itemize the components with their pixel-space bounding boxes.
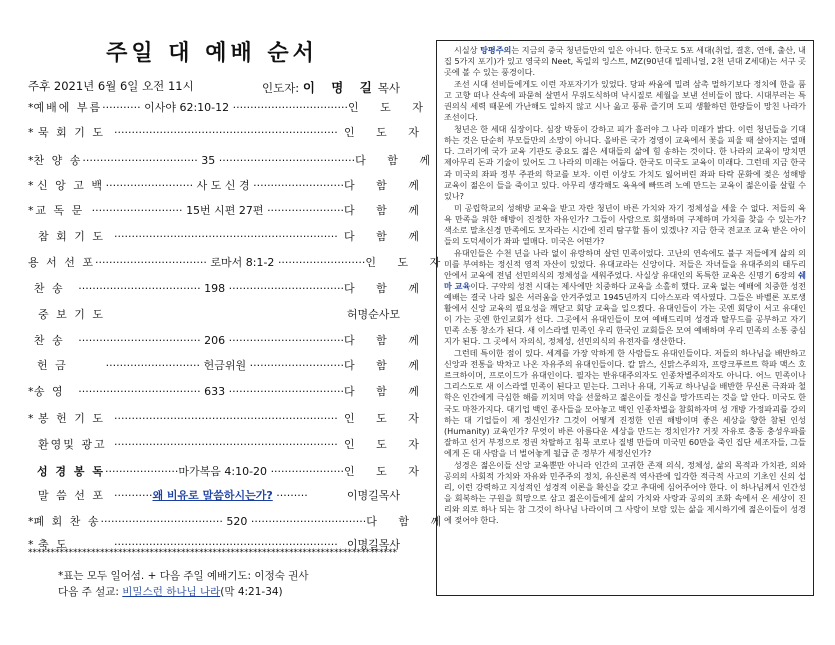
item-detail: 15번 시편 27편	[186, 204, 264, 217]
item-detail: 520	[226, 514, 248, 528]
standing-mark: *	[28, 384, 34, 398]
item-detail-line: ································································	[114, 229, 338, 243]
order-item	[28, 225, 428, 247]
item-responder: 인 도 자	[344, 465, 428, 478]
standing-mark: *	[28, 411, 34, 425]
standing-mark: *	[28, 125, 34, 139]
item-detail-line: ···········왜 비유로 말씀하시는가? ·········	[114, 489, 308, 502]
item-name: 중 보 기 도	[38, 308, 105, 321]
essay-paragraph	[444, 248, 806, 347]
highlight-term: 탕평주의	[480, 45, 512, 55]
next-sermon	[58, 584, 283, 599]
item-responder: 인 도 자	[344, 126, 428, 139]
order-item	[28, 277, 428, 299]
item-name: 예배에 부름	[33, 101, 103, 114]
item-detail-line: ··································· 206 ·································	[78, 333, 344, 347]
next-sermon-label: 다음 주 설교:	[58, 586, 119, 598]
leader-label: 인도자:	[261, 81, 300, 95]
item-name: 찬 송	[33, 334, 65, 347]
bulletin-title: 주일 대 예배 순서	[106, 41, 318, 66]
item-detail-line: ································································	[114, 411, 338, 425]
standing-mark: *	[28, 537, 34, 551]
item-detail-line: ··································· 520 ·································	[100, 514, 367, 528]
bulletin-panel	[8, 0, 451, 645]
order-item	[28, 380, 428, 402]
essay-paragraph: 미 공립학교의 성해방 교육을 받고 자란 청년이 바른 가치와 자기 정체성을 세울 수 없다. 저들의 육욕 만족을 위한 해방이 진정한 자유인가? 그들이 사람으로 회생하며 구제하며 가치를 찾을 수 있는가? 색소로 말초신경 만족에도 모자라는 시간에 진리 탐구할 틈이 있겠나? 지금 한국 전교조 교육 받은 아이들의 도덕세이가 좌파 열매다. 미국은 어떤가?	[444, 202, 806, 246]
item-detail-line: ································································	[114, 537, 338, 551]
order-item	[28, 303, 400, 325]
item-responder: 다 함 께	[344, 230, 428, 243]
item-responder: 다 함 께	[344, 334, 428, 347]
order-item	[28, 149, 440, 171]
item-responder: 다 함 께	[344, 385, 428, 398]
item-name: 찬 송	[33, 282, 65, 295]
item-responder: 인 도 자	[365, 256, 450, 269]
item-detail: 35	[201, 153, 216, 167]
order-item	[28, 460, 428, 482]
item-name: 묵 회 기 도	[38, 126, 105, 139]
item-responder: 허명순사모	[346, 308, 400, 321]
item-name: 말 씀 선 포	[38, 489, 105, 502]
item-responder: 인 도 자	[344, 412, 428, 425]
essay-paragraph	[444, 45, 806, 78]
item-responder: 이명길목사	[346, 538, 400, 551]
next-sermon-title: 비밀스런 하나님 나라	[122, 586, 221, 598]
item-name: 성 경 봉 독	[36, 465, 105, 478]
item-name: 폐 회 찬 송	[33, 515, 101, 528]
next-sermon-ref: (막 4:21-34)	[220, 586, 283, 598]
item-detail: 206	[204, 333, 226, 347]
order-item	[28, 407, 428, 429]
service-dateline	[28, 78, 400, 94]
essay-text: 시실상	[454, 45, 481, 55]
item-name: 환영및 광고	[38, 438, 107, 451]
item-name: 축 도	[38, 538, 69, 551]
item-responder: 인 도 자	[344, 438, 428, 451]
item-name: 송 영	[33, 385, 65, 398]
service-date: 주후 2021년 6월 6일 오전 11시	[28, 79, 194, 93]
essay-text: 유대인들은 수천 년을 나라 없이 유랑하며 살던 민족이었다. 고난의 연속에도 불구 저들에게 삶의 의미를 부여하는 정신적 영적 자산이 있었다. 유대교라는 신앙이다. 저들은 자녀들을 유대주의의 태두리 안에서 교육에 전념 선민의식의 정체성을 세워주었다. 사실상 유대인의 독특한 교육은 신명기 6장의	[444, 247, 806, 280]
item-responder: 다 함 께	[344, 359, 428, 372]
item-name: 참 회 기 도	[38, 230, 105, 243]
item-detail-line: ································· 35 ·······································	[82, 153, 356, 167]
item-responder: 다 함 께	[366, 515, 451, 528]
order-item	[28, 96, 432, 118]
item-responder: 인 도 자	[348, 101, 432, 114]
item-name: 찬 양 송	[33, 154, 83, 167]
sermon-title: 왜 비유로 말씀하시는가?	[152, 489, 273, 502]
item-detail-line: ································ 로마서 8:1-2 ·························	[95, 256, 366, 269]
item-responder: 이명길목사	[346, 489, 400, 502]
item-responder: 다 함 께	[344, 282, 428, 295]
item-detail-line: ··································· 198 ·································	[78, 281, 344, 295]
item-detail: 633	[204, 384, 226, 398]
essay-text: 이다. 구약의 성전 시대는 제사에만 치중하다 교육을 소홀히 했다. 교육 없는 예배에 치중한 성전 예배는 결국 나라 잃은 서러움을 안겨주었고 1945년까지 디아스포라 역사였다. 그들은 바벨론 포로생활에서 신앙 교육의 필요성을 깨닫고 회당 교육을 일으켰다. 유대인들이 가는 곳엔 회당이 서고 유대인이 가는 곳엔 한인교회가 선다. 그곳에서 유대인들이 모여 예배드리며 성경과 탈무드를 공부하고 자기 민족 소통 창소가 된다. 새 이스라엘 민족인 우리 한국인 교회들은 모여 예배하며 우리 민족의 소통 중심지가 된다. 그 곳에서 자의식, 정체성, 선민의식의 유전자를 생산한다.	[444, 280, 806, 347]
essay-paragraph: 성경은 젊은이들 신앙 교육뿐만 아니라 인간의 고귀한 존재 의식, 정체성, 삶의 목적과 가치관, 의와 공의의 사회적 가치와 자유와 민주주의 정치, 유신론적 역사관에 입각한 적극적 사고의 기초인 신의 섭리, 이런 강력하고 지성적인 성경적 이론을 확신을 갖고 추대에 심어주어야 한다. 이 하나님께서 인간성을 회복하는 구원을 희망으로 삼고 젊은이들에게 삶의 가치와 사랑과 공의의 조화 속에서 온 세상이 진리와 의로 하나 되는 참 그것이 하나님 나라이며 그 사랑이 보람 있는 삶을 제시하기에 젊은이들이 성경에 젖어야 한다.	[444, 459, 806, 525]
item-detail: 이사야 62:10-12	[144, 101, 230, 114]
item-detail-line: ··········· 이사야 62:10-12 ·································	[102, 101, 349, 114]
order-item	[28, 121, 428, 143]
item-detail: 마가복음 4:10-20	[178, 465, 268, 478]
item-detail-line: ·····················마가복음 4:10-20 ·····················	[104, 465, 344, 478]
item-responder: 다 함 께	[344, 204, 428, 217]
item-detail-line: ································································	[114, 437, 338, 451]
item-detail-line: ································································	[114, 125, 338, 139]
leader-name: 이 명 길	[302, 80, 378, 95]
item-detail: 198	[204, 281, 226, 295]
item-responder: 다 함 께	[355, 154, 440, 167]
item-detail-line: ··························· 헌금위원 ···························	[105, 359, 344, 372]
standing-mark: *	[28, 203, 34, 217]
item-name: 용 서 선 포	[28, 256, 95, 269]
standing-mark: *	[28, 514, 34, 528]
item-detail-line: ··································· 633 ·································	[78, 384, 344, 398]
item-detail: 헌금위원	[203, 359, 247, 372]
order-item	[28, 199, 428, 221]
divider-stars: **********************************************************************************	[28, 548, 397, 558]
order-item	[28, 354, 428, 376]
item-detail-line: ·························· 15번 시편 27편 ······················	[91, 204, 344, 217]
essay-panel	[436, 40, 814, 596]
order-item	[28, 329, 428, 351]
item-detail-line: ························· 사 도 신 경 ··························	[105, 179, 344, 192]
item-name: 교 독 문	[35, 204, 85, 217]
footnote: *표는 모두 일어섬. + 다음 주일 예배기도: 이정숙 권사	[58, 570, 309, 582]
standing-mark: *	[28, 178, 34, 192]
essay-text: 는 지금의 중국 청년들만의 일은 아니다. 한국도 5포 세대(취업, 결혼, 연애, 출산, 내집 5가지 포기)가 있고 영국의 Neet, 독일의 잉스트, MZ(90년대 밀레니얼, 2천 년대 Z세대)는 서구 곳곳에 볼 수 있는 풍경이다.	[444, 45, 806, 78]
standing-mark: *	[28, 153, 34, 167]
order-item	[28, 510, 451, 532]
leader-info	[262, 78, 400, 96]
item-detail: 로마서 8:1-2	[210, 256, 275, 269]
order-item	[28, 174, 428, 196]
item-detail: 사 도 신 경	[196, 179, 250, 192]
order-item	[28, 484, 400, 506]
essay-paragraph: 조선 시대 선비들에게도 이런 자포자기가 있었다. 당파 싸움에 밀려 삼촉 멀하기보다 정치에 한을 품고 고향 떠나 산속에 파묻혀 살면서 무위도식하며 낙시질로 세월을 보낸 선비들이 많다. 시대부러는 특권의식 세력 때문에 가난해도 일하지 않고 시나 읊고 풍류 즐기며 도피 생활하던 한량들이 망친 나라가 조선이다.	[444, 79, 806, 123]
essay-paragraph: 그런데 특이한 점이 있다. 세계를 가장 악하게 한 사람들도 유대인들이다. 저들의 하나님을 배반하고 신앙과 전통을 박차고 나온 자유주의 유대인들이다. 칼 맑스, 신맑스주의자, 프랑크푸르트 학파 맥스 호르크하이머, 프로이드가 유대인이다. 필자는 반유대주의자도 인종차별주의자도 아니다. 어느 민족이나 그리스도로 새 이스라엘 민족이 된다고 믿는다. 그러나 유대, 기독교 하나님을 배반한 무신론 극좌파 철학은 인간에게 극심한 해를 끼치며 악을 선물하고 젊은이들 정신을 망가뜨리는 것을 알 안다. 미국도 한국도 마찬가지다. 대기업 백인 종사들을 모아놓고 백인 인종차별을 참회하자며 성 개방 가정파괴를 강의하는 대 기업들이 제 정신인가? 그것이 어떻게 진정한 인권 해방이며 좋은 세상을 향한 참된 인성(Humanity) 교육인가? 무엇이 바른 아름다운 세상을 만드는 정치인가? 거짓 자유로 충동 충성우파를 잘하고 선거 부정으로 정권 차탈하고 침묵 코로나 질병 만들며 미국민 60만을 죽인 집단 세조자들, 그들에게 돈 대 사람을 너 벌어놓게 될급 준 정부가 세정신인가?	[444, 348, 806, 458]
order-item	[28, 433, 428, 455]
item-responder: 다 함 께	[344, 179, 428, 192]
highlight-term: 쉐마 교육	[444, 269, 806, 291]
item-name: 헌 금	[37, 359, 68, 372]
item-name: 봉 헌 기 도	[38, 412, 105, 425]
essay-paragraph: 청년은 한 세대 심장이다. 심장 박동이 강하고 피가 흘러야 그 나라 미래가 밝다. 이런 청년들을 기대하는 것은 단순히 부모들만의 소망이 아니다. 올바른 국가 경영이 교육에서 꽃을 피울 때 살아지는 열매다. 그러기에 국가 교육 기관도 중요도 젊은 세대들의 삶에 힘 송하는 것이다. 한 나라의 교육이 망치면 제아무리 돈과 기술이 있어도 그 나라의 미래는 어둡다. 한국도 미국도 교육이 미래다. 그런데 지금 한국과 미국의 좌파 정부 주관의 학교를 보자. 이런 이상도 가치도 잃어버린 좌파 타락 문화에 젖은 성해방 교육이 젊은이 들을 죽이고 있다. 아무리 생각해도 육욕에 빠뜨려 노예 만드는 교육이 젊은이를 살릴 수 있나?	[444, 124, 806, 201]
standing-mark: *	[28, 100, 34, 114]
item-name: 신 앙 고 백	[37, 179, 105, 192]
leader-title: 목사	[377, 81, 400, 95]
order-item	[28, 251, 450, 273]
